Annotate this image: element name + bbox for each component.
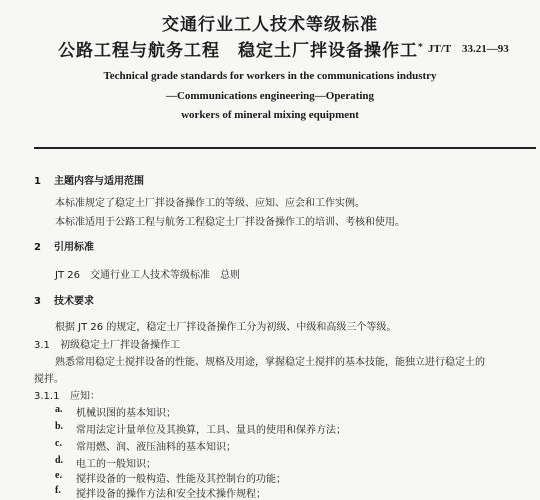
- subsection-3-1-paragraph-line1: 熟悉常用稳定土搅拌设备的性能、规格及用途，掌握稳定土搅拌的基本技能，能独立进行稳定土的: [55, 357, 485, 368]
- list-item-text: 常用法定计量单位及其换算，工具、量具的使用和保养方法；: [76, 425, 346, 436]
- list-item-letter: f.: [55, 485, 61, 496]
- section-number: 3: [34, 296, 41, 307]
- section-title: 主题内容与适用范围: [54, 176, 144, 187]
- list-item-letter: c.: [55, 438, 62, 449]
- standard-title-line2: [58, 36, 424, 61]
- subsection-3-1-paragraph-line2: 搅拌。: [34, 374, 64, 385]
- standard-title-text: 公路工程与航务工程 稳定土厂拌设备操作工: [58, 41, 418, 61]
- section-title: 引用标准: [54, 242, 94, 253]
- english-title-line2: —Communications engineering—Operating: [165, 90, 375, 102]
- list-item-text: 机械识图的基本知识；: [76, 408, 176, 419]
- section-number: 1: [34, 176, 41, 187]
- subsection-title: 应知：: [70, 391, 100, 402]
- list-item-letter: d.: [55, 455, 64, 466]
- subsection-3-1-1-heading: [34, 387, 100, 402]
- list-item-text: 电工的一般知识；: [76, 459, 156, 470]
- standard-title-line1: 交通行业工人技术等级标准: [162, 15, 378, 35]
- subsection-title: 初级稳定土厂拌设备操作工: [60, 340, 180, 351]
- referenced-standard: JT 26 交通行业工人技术等级标准 总则: [55, 270, 240, 281]
- subsection-number: 3.1.1: [34, 391, 60, 402]
- list-item-text: 常用燃、润、液压油料的基本知识；: [76, 442, 236, 453]
- footnote-mark: *: [418, 42, 424, 53]
- standard-code: JT/T 33.21—93: [428, 43, 509, 55]
- list-item-letter: e.: [55, 470, 62, 481]
- section-1-heading: [34, 172, 144, 187]
- section-1-paragraph-1: 本标准规定了稳定土厂拌设备操作工的等级、应知、应会和工作实例。: [55, 198, 365, 209]
- subsection-number: 3.1: [34, 340, 50, 351]
- section-1-paragraph-2: 本标准适用于公路工程与航务工程稳定土厂拌设备操作工的培训、考核和使用。: [55, 217, 405, 228]
- section-title: 技术要求: [54, 296, 94, 307]
- horizontal-rule: [34, 147, 536, 149]
- section-3-paragraph-1: 根据 JT 26 的规定，稳定土厂拌设备操作工分为初级、中级和高级三个等级。: [55, 322, 397, 333]
- list-item-letter: b.: [55, 421, 64, 432]
- section-number: 2: [34, 242, 41, 253]
- list-item-text: 搅拌设备的一般构造、性能及其控制台的功能；: [76, 474, 286, 485]
- list-item-letter: a.: [55, 404, 63, 415]
- section-3-heading: [34, 292, 94, 307]
- section-2-heading: [34, 238, 94, 253]
- english-title-line1: Technical grade standards for workers in the communications industry: [103, 70, 437, 82]
- list-item-text: 搅拌设备的操作方法和安全技术操作规程；: [76, 489, 266, 500]
- subsection-3-1-heading: [34, 336, 180, 351]
- english-title-line3: workers of mineral mixing equipment: [181, 109, 359, 121]
